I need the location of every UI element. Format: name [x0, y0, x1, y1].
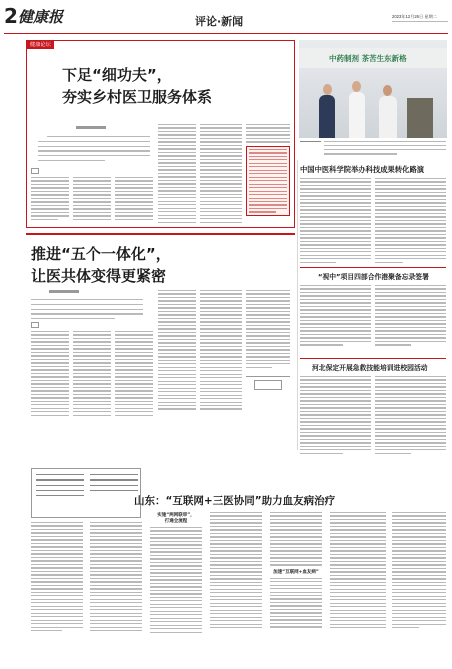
photo-caption: [300, 141, 447, 142]
article-2-title-1: 推进“五个一体化”，: [31, 245, 171, 263]
article-2-lead: [31, 290, 143, 319]
article-1-title-1: 下足“细功夫”，: [62, 66, 172, 84]
article-2-col-3: [115, 331, 153, 416]
article-1-col-3: [115, 177, 153, 220]
right-headline-3: 河北保定开展急救技能培训进校园活动: [312, 364, 428, 372]
article-1-col-1: [31, 177, 69, 220]
article-3-col-2: [90, 522, 142, 631]
qr-note: [254, 380, 282, 390]
masthead: [4, 4, 448, 31]
article-3-col-1: [31, 522, 83, 631]
page-number: 2: [4, 4, 18, 28]
masthead-meta: [392, 21, 448, 22]
article-1-col-5: [200, 124, 242, 223]
masthead-rule: [4, 33, 448, 34]
right-headline-2: “视中”项目四部合作港聚备忘录签署: [318, 273, 429, 281]
article-3-col-5: [270, 512, 322, 628]
article-2-col-1: [31, 331, 69, 416]
right-news-3-col-a: [300, 376, 371, 454]
column-divider: [297, 160, 298, 450]
article-1-col-2: [73, 177, 111, 220]
article-1-col-6: [246, 124, 290, 216]
article-3-title: 山东：“互联网+三医协同”助力血友病治疗: [134, 495, 336, 507]
right-headline-1: 中国中医科学院举办科技成果转化路演: [300, 165, 425, 174]
photo-banner-text: 中药制剂 茶苦生东新格: [329, 54, 407, 63]
article-3-subhead-3: 加速“互联网+血友病”: [273, 569, 319, 575]
news-photo: [299, 40, 447, 138]
issue-date: 2023年12月26日 星期二: [392, 14, 437, 19]
right-news-2-col-a: [300, 285, 371, 346]
article-2-col-4: [158, 290, 196, 410]
article-2-col-6: [246, 290, 290, 390]
article-3-subhead-2: 打通全流程: [164, 519, 188, 524]
article-3-col-3: [150, 512, 202, 633]
article-2-col-5: [200, 290, 242, 410]
article-3-col-6: [330, 512, 386, 628]
article-3-col-4: [210, 512, 262, 628]
paper-name: 健康报: [18, 8, 64, 26]
article-3-subhead-1: 实施“两网联审”，: [157, 513, 195, 518]
article-1-col-4: [158, 124, 196, 223]
section-tag: 健康论坛: [27, 41, 54, 49]
article-2-frame: [26, 233, 295, 235]
article-1-title-2: 夯实乡村医卫服务体系: [62, 88, 213, 106]
right-news-1-col-a: [300, 178, 371, 263]
article-2-title-2: 让医共体变得更紧密: [31, 267, 167, 285]
right-news-1-col-b: [375, 178, 446, 263]
article-2-col-2: [73, 331, 111, 416]
pull-quote: [31, 468, 141, 518]
article-1-lead: [38, 124, 150, 168]
section-title: 评论·新闻: [195, 15, 244, 28]
right-news-2-col-b: [375, 285, 446, 346]
article-2-photo-frame: [31, 322, 39, 328]
right-news-3-col-b: [375, 376, 446, 454]
article-3-col-7: [392, 512, 446, 628]
article-1-photo-frame: [31, 168, 39, 174]
